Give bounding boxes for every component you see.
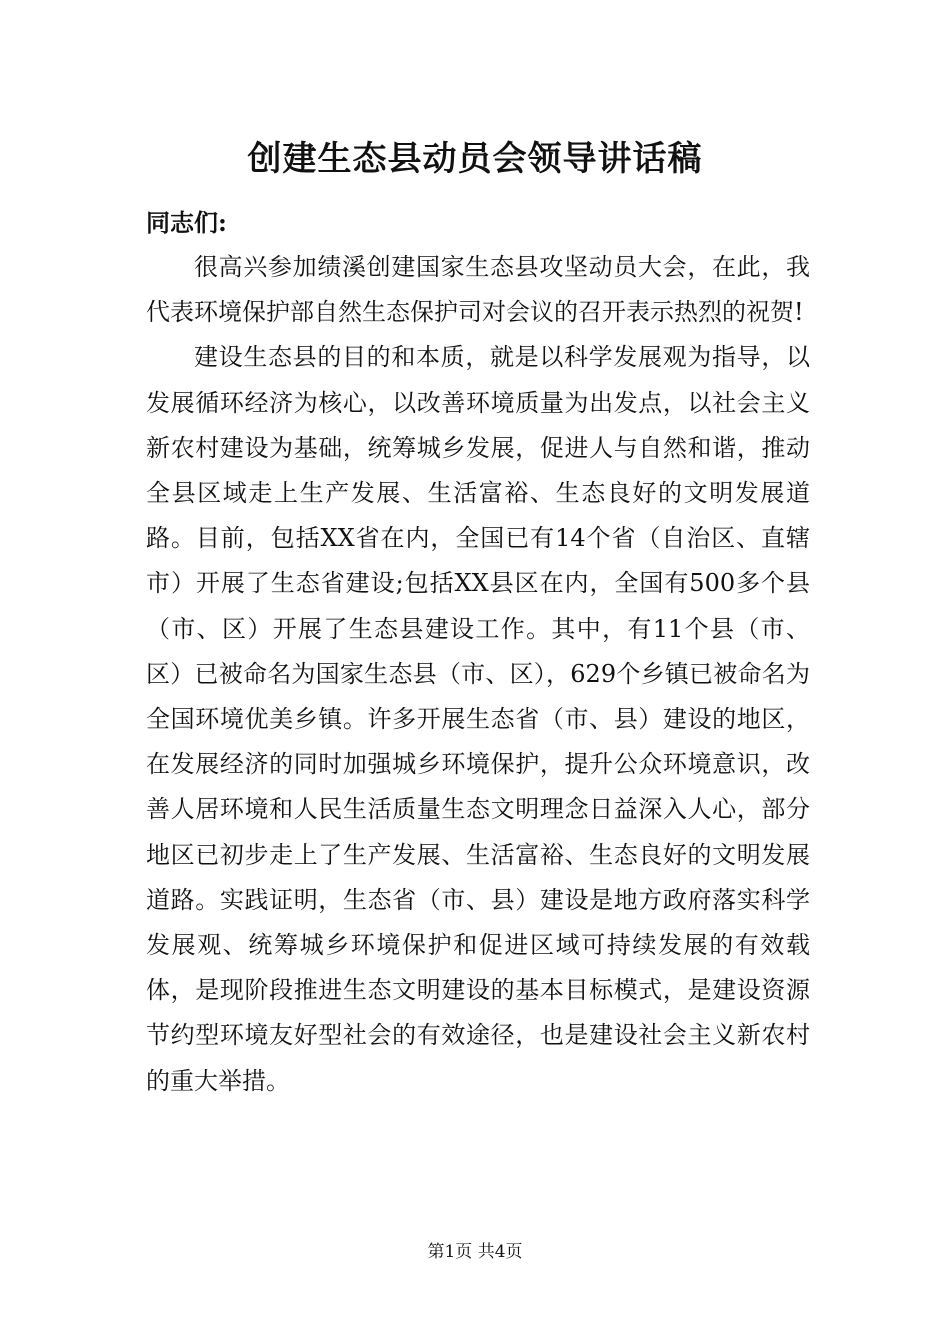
- page-footer: 第1页 共4页: [427, 1242, 523, 1262]
- document-body: [146, 245, 810, 1104]
- document-title: 创建生态县动员会领导讲话稿: [247, 139, 703, 179]
- salutation: 同志们:: [146, 208, 227, 237]
- paragraph-main: 建设生态县的目的和本质，就是以科学发展观为指导，以发展循环经济为核心，以改善环境质量为出发点，以社会主义新农村建设为基础，统筹城乡发展，促进人与自然和谐，推动全县区域走上生产发展、生活富裕、生态良好的文明发展道路。目前，包括XX省在内，全国已有14个省（自治区、直辖市）开展了生态省建设;包括XX县区在内，全国有500多个县（市、区）开展了生态县建设工作。其中，有11个县（市、区）已被命名为国家生态县（市、区），629个乡镇已被命名为全国环境优美乡镇。许多开展生态省（市、县）建设的地区，在发展经济的同时加强城乡环境保护，提升公众环境意识，改善人居环境和人民生活质量生态文明理念日益深入人心，部分地区已初步走上了生产发展、生活富裕、生态良好的文明发展道路。实践证明，生态省（市、县）建设是地方政府落实科学发展观、统筹城乡环境保护和促进区域可持续发展的有效载体，是现阶段推进生态文明建设的基本目标模式，是建设资源节约型环境友好型社会的有效途径，也是建设社会主义新农村的重大举措。: [146, 343, 810, 1095]
- paragraph-greeting: 很高兴参加绩溪创建国家生态县攻坚动员大会，在此，我代表环境保护部自然生态保护司对会议的召开表示热烈的祝贺!: [146, 253, 810, 327]
